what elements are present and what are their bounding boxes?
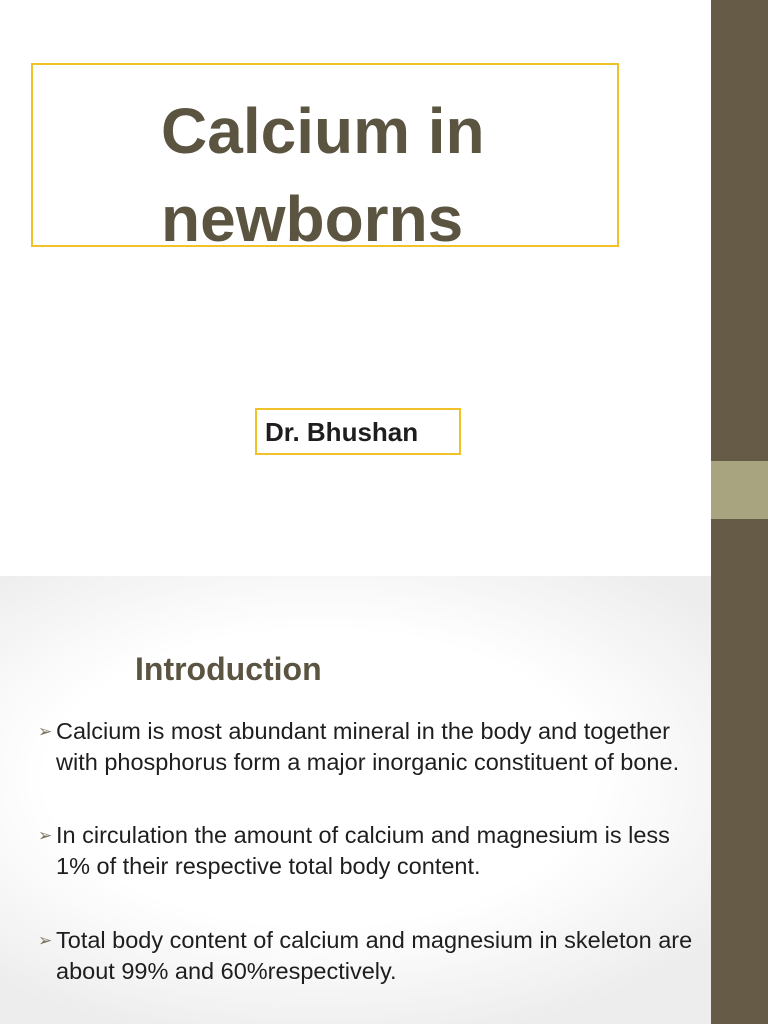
bullet-text: Total body content of calcium and magnesium in skeleton are about 99% and 60%respectively. (56, 927, 693, 984)
bullet-item (38, 925, 710, 987)
author-name: Dr. Bhushan (265, 417, 419, 447)
bullet-list (38, 716, 710, 1024)
arrow-bullet-icon: ➢ (38, 826, 53, 845)
section-heading: Introduction (135, 651, 322, 687)
author-box (255, 408, 461, 455)
arrow-bullet-icon: ➢ (38, 931, 53, 950)
bullet-text: In circulation the amount of calcium and magnesium is less 1% of their respective total body content. (56, 822, 670, 879)
introduction-slide (0, 576, 711, 1024)
arrow-bullet-icon: ➢ (38, 722, 53, 741)
bullet-item (38, 716, 710, 778)
slide-title: Calcium in newborns (161, 95, 485, 255)
title-box (31, 63, 619, 255)
bullet-text: Calcium is most abundant mineral in the body and together with phosphorus form a major inorganic constituent of bone. (56, 718, 680, 775)
bullet-item (38, 820, 710, 882)
side-accent-block (711, 461, 768, 519)
